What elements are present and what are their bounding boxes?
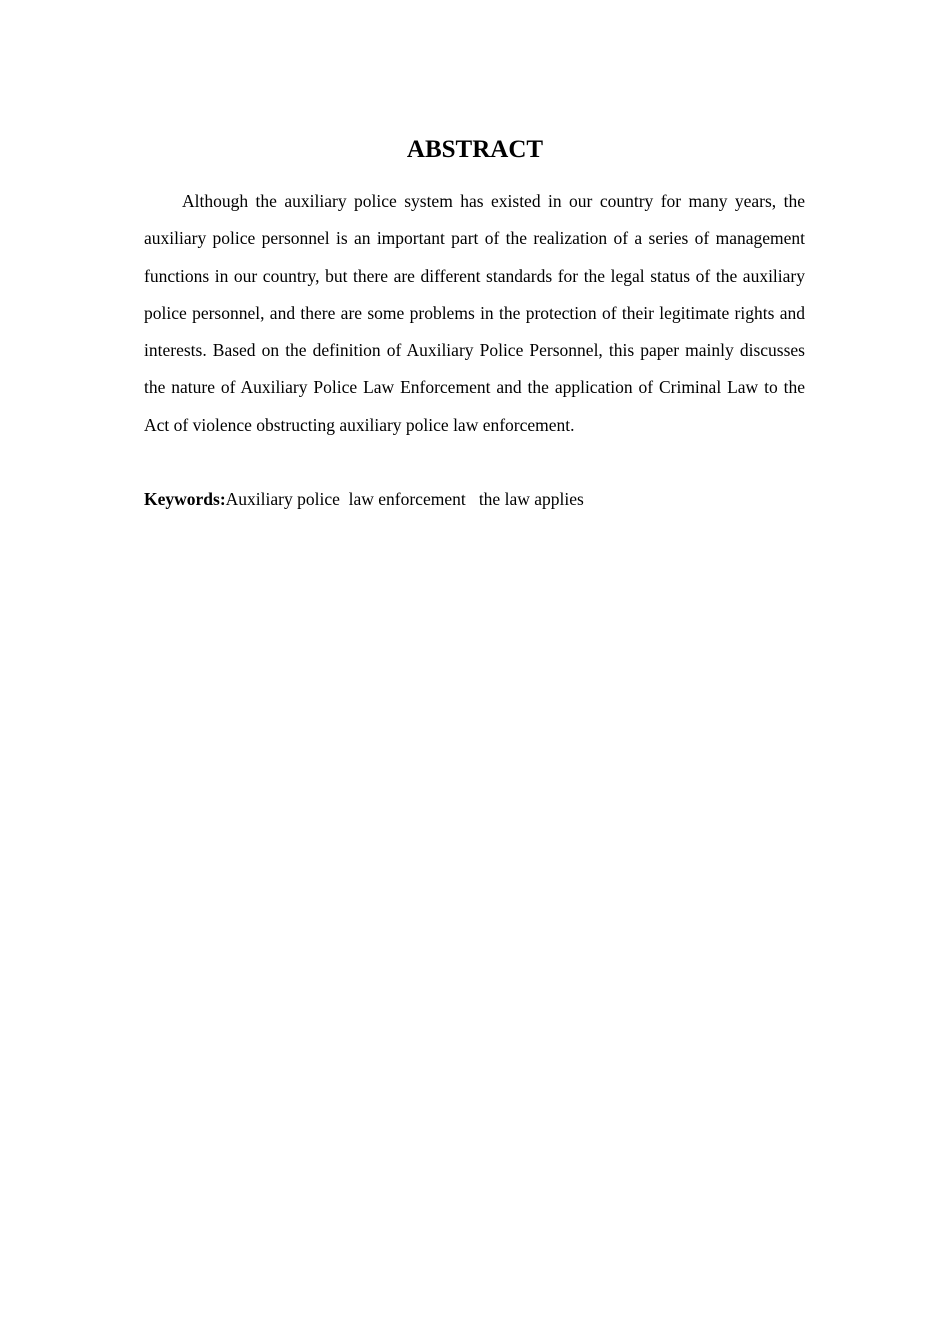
keywords-label: Keywords: (144, 489, 226, 509)
abstract-title: ABSTRACT (406, 136, 544, 163)
keywords-value: Auxiliary police law enforcement the law applies (225, 489, 584, 509)
abstract-paragraph: Although the auxiliary police system has existed in our country for many years, the auxiliary police personnel is an important part of the realization of a series of management functions in our country, but there are different standards for the legal status of the auxiliary police personnel, and there are some problems in the protection of their legitimate rights and interests. Based on the definition of Auxiliary Police Personnel, this paper mainly discusses the nature of Auxiliary Police Law Enforcement and the application of Criminal Law to the Act of violence obstructing auxiliary police law enforcement. (144, 191, 805, 435)
keywords-line (144, 483, 805, 515)
